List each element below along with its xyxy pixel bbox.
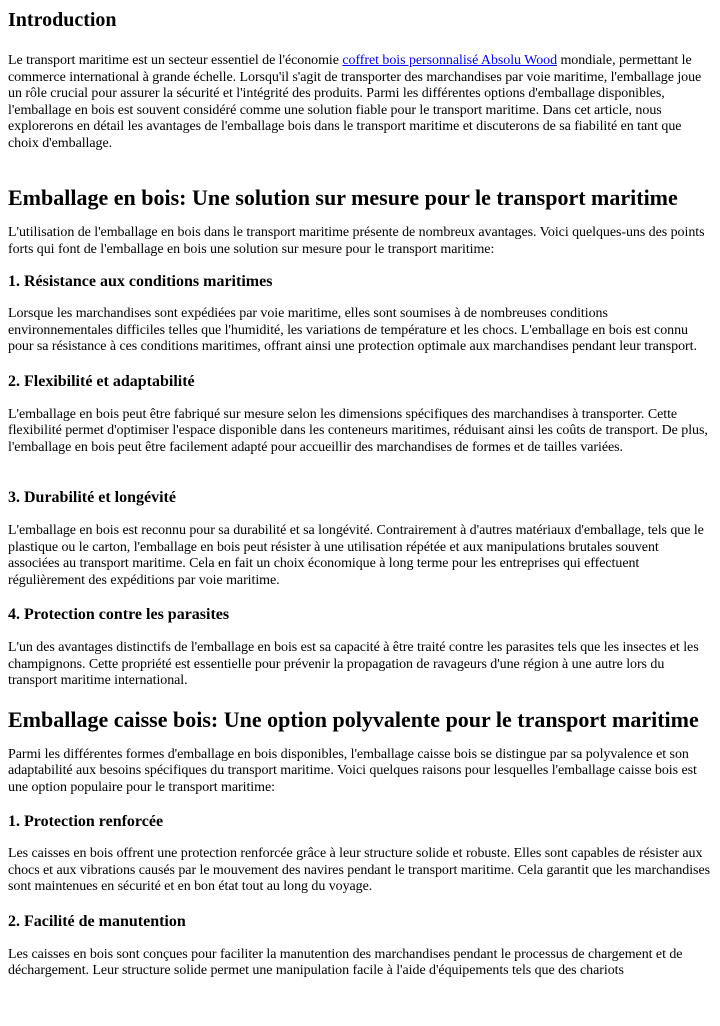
s1-item3-text: L'emballage en bois est reconnu pour sa durabilité et sa longévité. Contrairement à d'autres matériaux d'emballage, tels que le plastique ou le carton, l'emballage en bois peut résister à une utilisation répétée et aux manipulations brutales souvent associées au transport maritime. Cela en fait un choix économique à long terme pour les entreprises qui effectuent régulièrement des expéditions par voie maritime. <box>8 523 704 588</box>
intro-paragraph <box>8 53 712 152</box>
s1-item1-heading: 1. Résistance aux conditions maritimes <box>8 273 273 290</box>
s1-item3-heading: 3. Durabilité et longévité <box>8 489 176 506</box>
section2-heading: Emballage caisse bois: Une option polyvalente pour le transport maritime <box>8 706 699 732</box>
section1-intro: L'utilisation de l'emballage en bois dans le transport maritime présente de nombreux avantages. Voici quelques-uns des points forts qui font de l'emballage en bois une solution sur mesure pour le transport maritime: <box>8 225 705 257</box>
s2-item2-text: Les caisses en bois sont conçues pour faciliter la manutention des marchandises pendant le processus de chargement et de déchargement. Leur structure solide permet une manipulation facile à l'aide d'équipements tels que des chariots <box>8 946 683 978</box>
absolu-wood-link[interactable]: coffret bois personnalisé Absolu Wood <box>342 53 558 68</box>
intro-text-start: Le transport maritime est un secteur essentiel de l'économie <box>8 53 343 68</box>
s1-item2-heading: 2. Flexibilité et adaptabilité <box>8 372 195 390</box>
s1-item4-text: L'un des avantages distinctifs de l'emballage en bois est sa capacité à être traité contre les parasites tels que les insectes et les champignons. Cette propriété est essentielle pour prévenir la propagation de ravageurs d'une région à une autre lors du transport maritime international. <box>8 640 699 688</box>
intro-text-end: mondiale, permettant le commerce international à grande échelle. Lorsqu'il s'agit de transporter des marchandises par voie maritime, l'emballage joue un rôle crucial pour assurer la sécurité et l'intégrité des produits. Parmi les différentes options d'emballage disponibles, l'emballage en bois est souvent considéré comme une solution fiable pour le transport maritime. Dans cet article, nous explorerons en détail les avantages de l'emballage bois dans le transport maritime et discuterons de sa fiabilité en tant que choix d'emballage. <box>8 53 702 151</box>
s2-item2-heading: 2. Facilité de manutention <box>8 912 186 930</box>
article <box>0 8 712 980</box>
s2-item1-text: Les caisses en bois offrent une protection renforcée grâce à leur structure solide et robuste. Elles sont capables de résister aux chocs et aux vibrations causés par le mouvement des navires pendant le transport maritime. Cela garantit que les marchandises sont maintenues en sécurité et en bon état tout au long du voyage. <box>8 846 710 894</box>
s1-item2-text: L'emballage en bois peut être fabriqué sur mesure selon les dimensions spécifiques des marchandises à transporter. Cette flexibilité permet d'optimiser l'espace disponible dans les conteneurs maritimes, réduisant ainsi les coûts de transport. De plus, l'emballage en bois peut être facilement adapté pour accueillir des marchandises de formes et de tailles variées. <box>8 406 708 455</box>
intro-title: Introduction <box>8 9 117 31</box>
section1-heading: Emballage en bois: Une solution sur mesure pour le transport maritime <box>8 185 678 210</box>
s1-item4-heading: 4. Protection contre les parasites <box>8 606 230 623</box>
s2-item1-heading: 1. Protection renforcée <box>8 813 164 830</box>
section2-intro: Parmi les différentes formes d'emballage en bois disponibles, l'emballage caisse bois se distingue par sa polyvalence et son adaptabilité aux besoins spécifiques du transport maritime. Voici quelques raisons pour lesquelles l'emballage caisse bois est une option populaire pour le transport maritime: <box>8 746 697 795</box>
s1-item1-text: Lorsque les marchandises sont expédiées par voie maritime, elles sont soumises à de nombreuses conditions environnementales difficiles telles que l'humidité, les variations de température et les chocs. L'emballage en bois est connu pour sa résistance à ces conditions maritimes, offrant ainsi une protection optimale aux marchandises pendant leur transport. <box>8 306 697 354</box>
